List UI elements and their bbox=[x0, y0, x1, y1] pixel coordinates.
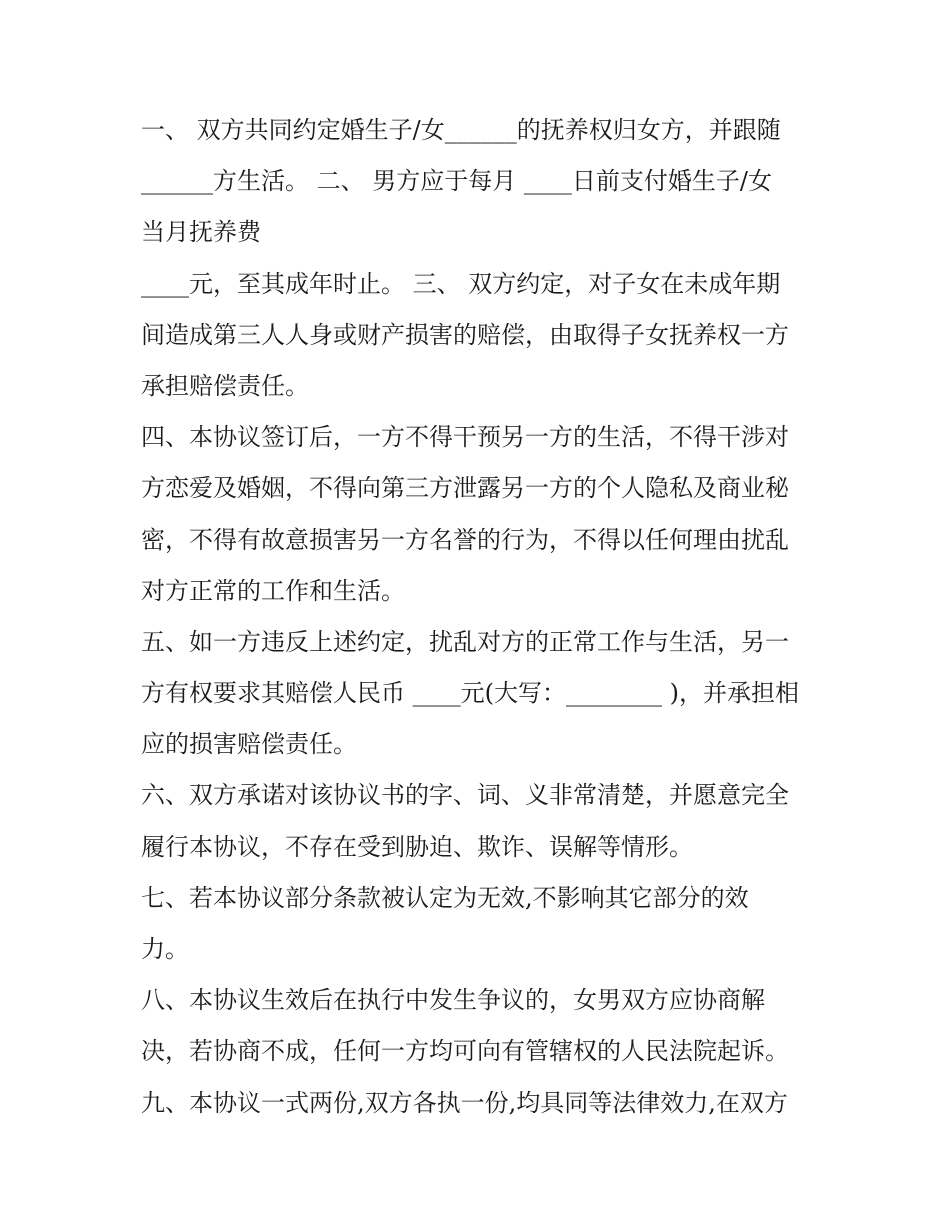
text-line: 对方正常的工作和生活。 bbox=[141, 576, 405, 605]
text-line: 间造成第三人人身或财产损害的赔偿，由取得子女抚养权一方 bbox=[141, 320, 789, 349]
text-line: 履行本协议，不存在受到胁迫、欺诈、误解等情形。 bbox=[141, 832, 693, 861]
text-line: 决，若协商不成，任何一方均可向有管辖权的人民法院起诉。 bbox=[141, 1037, 789, 1066]
text-line: 五、如一方违反上述约定，扰乱对方的正常工作与生活，另一 bbox=[141, 627, 789, 656]
text-line: 力。 bbox=[141, 935, 189, 963]
text-line: ____元，至其成年时止。 三、 双方约定，对子女在未成年期 bbox=[141, 269, 781, 298]
text-line: 方有权要求其赔偿人民币 ____元(大写：________ )，并承担相 bbox=[141, 679, 799, 708]
text-line: 六、双方承诺对该协议书的字、词、义非常清楚，并愿意完全 bbox=[141, 781, 789, 810]
text-line: 当月抚养费 bbox=[141, 218, 261, 247]
text-line: 承担赔偿责任。 bbox=[141, 371, 309, 400]
text-line: 七、若本协议部分条款被认定为无效,不影响其它部分的效 bbox=[141, 883, 749, 912]
text-line: 四、本协议签订后，一方不得干预另一方的生活，不得干涉对 bbox=[141, 423, 789, 452]
text-line: 密，不得有故意损害另一方名誉的行为，不得以任何理由扰乱 bbox=[141, 525, 789, 554]
agreement-text bbox=[141, 105, 821, 1129]
text-line: 方恋爱及婚姻，不得向第三方泄露另一方的个人隐私及商业秘 bbox=[141, 474, 789, 503]
text-line: 应的损害赔偿责任。 bbox=[141, 730, 357, 759]
text-line: 八、本协议生效后在执行中发生争议的，女男双方应协商解 bbox=[141, 986, 765, 1015]
text-line: 一、 双方共同约定婚生子/女______的抚养权归女方，并跟随 bbox=[141, 116, 781, 144]
text-line: 九、本协议一式两份,双方各执一份,均具同等法律效力,在双方 bbox=[141, 1088, 788, 1117]
text-line: ______方生活。 二、 男方应于每月 ____日前支付婚生子/女 bbox=[141, 167, 772, 196]
